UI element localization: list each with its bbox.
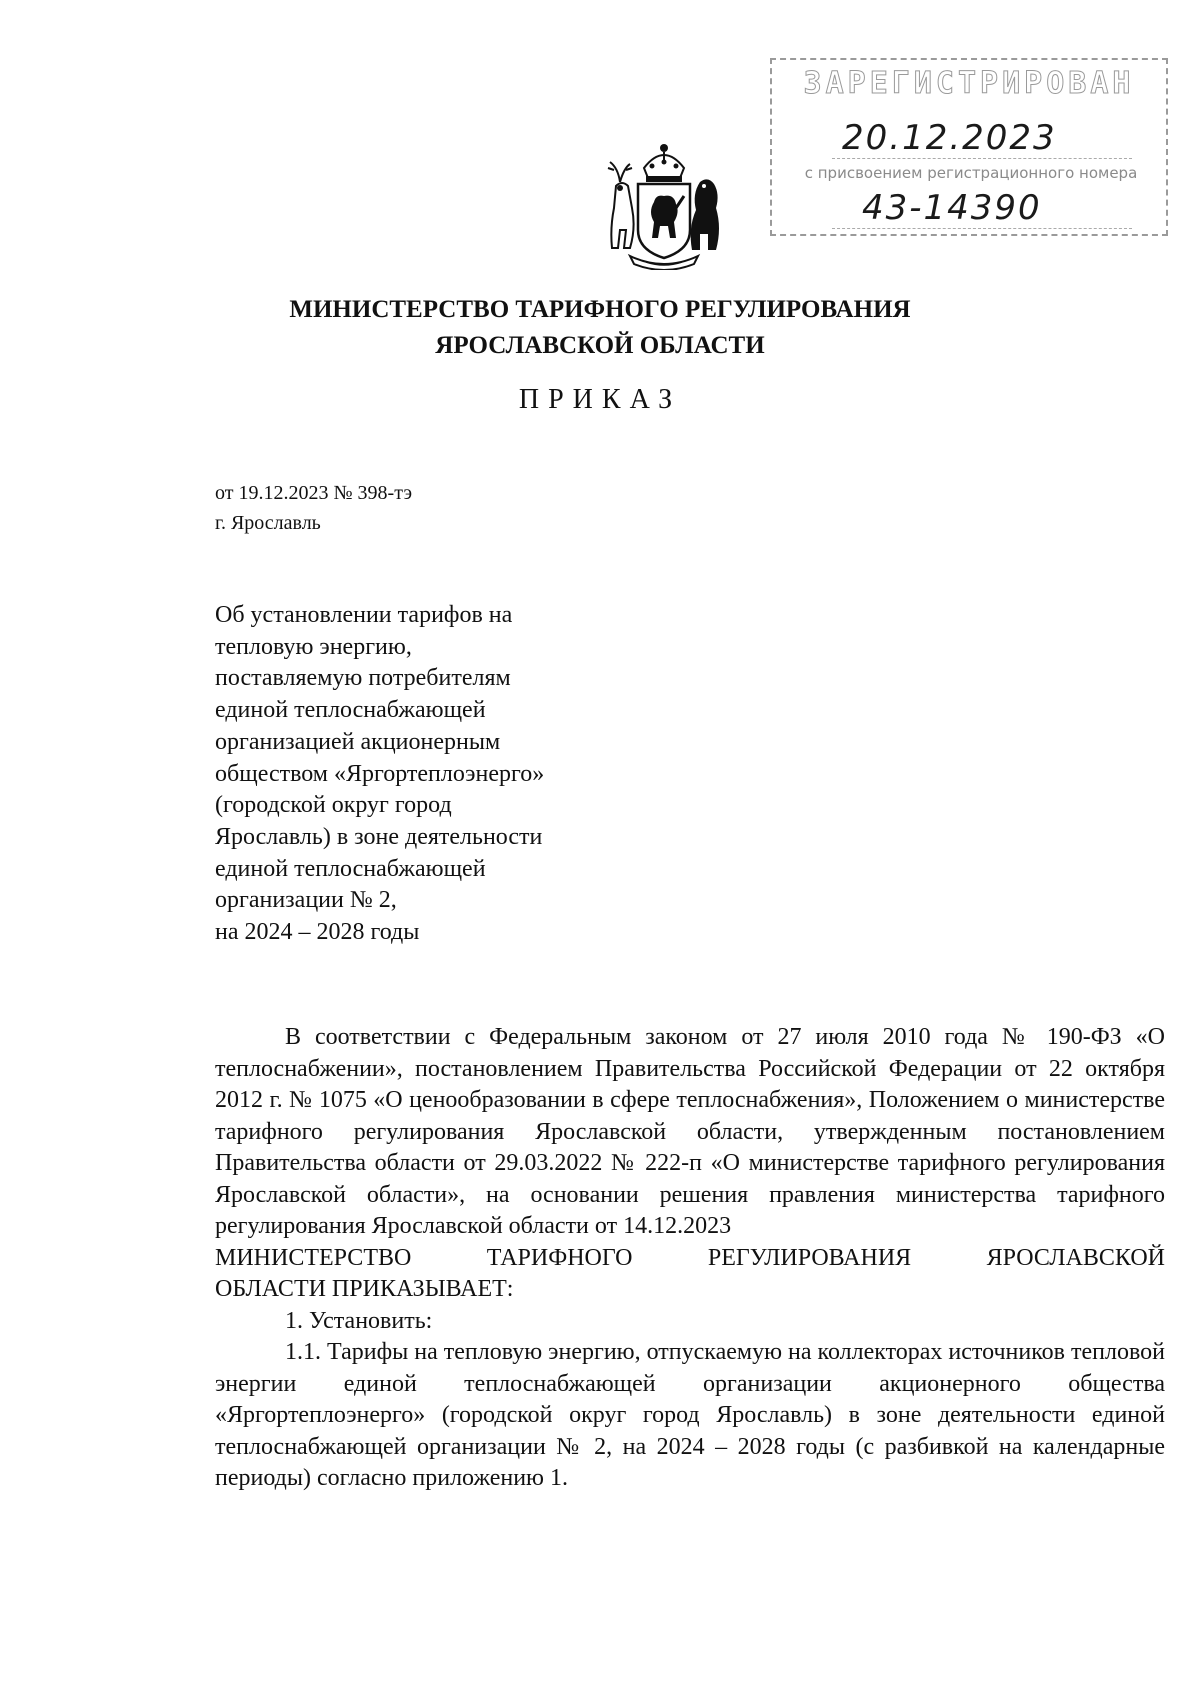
ministry-name <box>0 292 1200 364</box>
item-1-1: 1.1. Тарифы на тепловую энергию, отпускаемую на коллекторах источников тепловой энергии единой теплоснабжающей организации акционерного общества «Яргортеплоэнерго» (городской округ город Ярославль) в зоне деятельности единой теплоснабжающей организации № 2, на 2024 – 2028 годы (с разбивкой на календарные периоды) согласно приложению 1. <box>215 1339 1165 1491</box>
document-type: ПРИКАЗ <box>518 384 682 415</box>
subject-line: на 2024 – 2028 годы <box>215 919 420 946</box>
stamp-divider <box>832 228 1132 229</box>
ministry-line-1: МИНИСТЕРСТВО ТАРИФНОГО РЕГУЛИРОВАНИЯ <box>289 296 911 323</box>
document-body <box>215 1022 1165 1495</box>
orders-line-1: МИНИСТЕРСТВО ТАРИФНОГО РЕГУЛИРОВАНИЯ ЯРОСЛАВСКОЙ <box>215 1244 1165 1271</box>
subject-line: единой теплоснабжающей <box>215 855 486 882</box>
document-subject <box>215 600 635 949</box>
subject-line: единой теплоснабжающей <box>215 697 486 724</box>
stamp-number: 43-14390 <box>862 188 1042 228</box>
stamp-divider <box>832 158 1132 159</box>
date-and-number: от 19.12.2023 № 398-тэ <box>215 482 413 504</box>
stamp-title: ЗАРЕГИСТРИРОВАН <box>803 66 1135 101</box>
subject-line: Об установлении тарифов на <box>215 602 513 628</box>
subject-line: тепловую энергию, <box>215 633 412 660</box>
preamble-paragraph: В соответствии с Федеральным законом от 27 июля 2010 года № 190-ФЗ «О теплоснабжении», постановлением Правительства Российской Федерации от 22 октября 2012 г. № 1075 «О ценообразовании в сфере теплоснабжения», Положением о министерстве тарифного регулирования Ярославской области, утвержденным постановлением Правительства области от 29.03.2022 № 222-п «О министерстве тарифного регулирования Ярославской области», на основании решения правления министерства тарифного регулирования Ярославской области от 14.12.2023 <box>215 1024 1165 1239</box>
subject-line: Ярославль) в зоне деятельности <box>215 823 543 850</box>
subject-line: поставляемую потребителям <box>215 665 511 692</box>
stamp-subtitle: с присвоением регистрационного номера <box>804 164 1138 182</box>
document-meta <box>215 478 412 538</box>
subject-line: (городской округ город <box>215 792 452 819</box>
city: г. Ярославль <box>215 512 321 534</box>
subject-line: организации № 2, <box>215 887 397 914</box>
stamp-date: 20.12.2023 <box>842 118 1057 158</box>
subject-line: организацией акционерным <box>215 728 501 755</box>
registration-stamp <box>770 58 1168 236</box>
coat-of-arms-emblem <box>600 138 728 270</box>
item-1: 1. Установить: <box>285 1307 433 1334</box>
ministry-line-2: ЯРОСЛАВСКОЙ ОБЛАСТИ <box>435 332 765 359</box>
subject-line: обществом «Яргортеплоэнерго» <box>215 760 545 787</box>
orders-line-2: ОБЛАСТИ ПРИКАЗЫВАЕТ: <box>215 1276 514 1302</box>
